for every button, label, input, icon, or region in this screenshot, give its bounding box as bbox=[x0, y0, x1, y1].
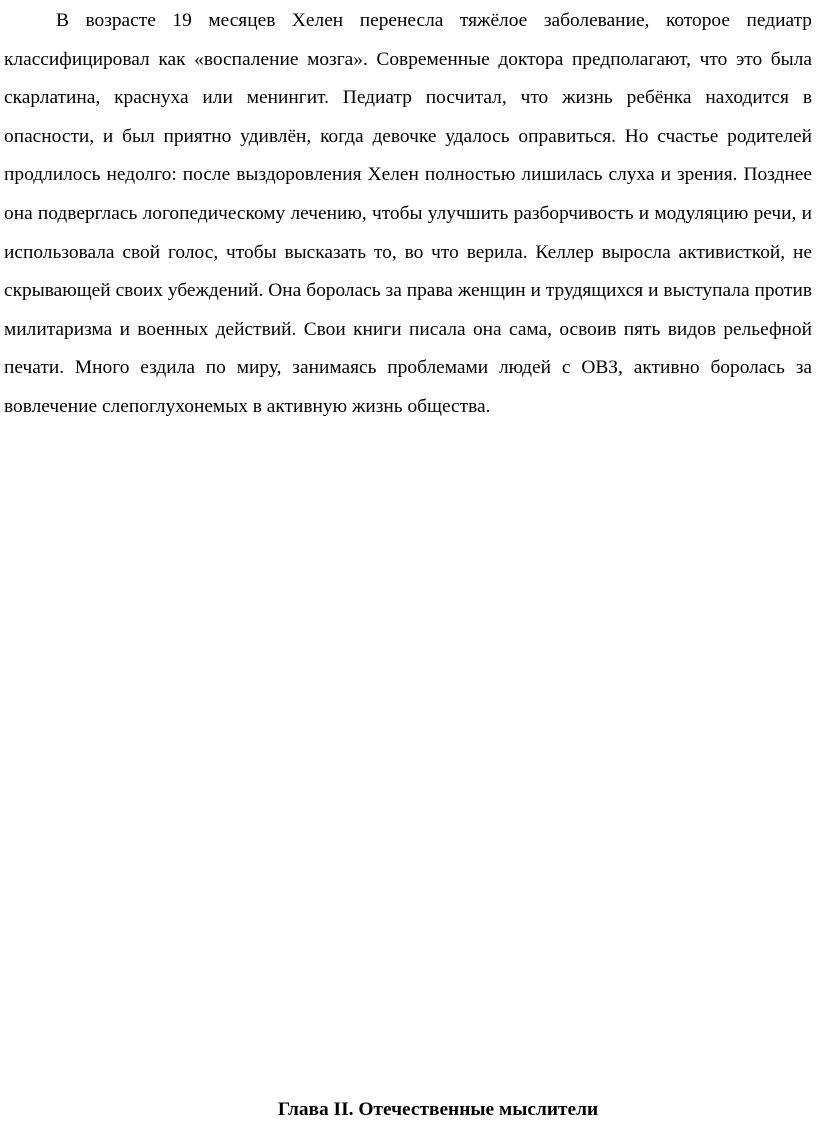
body-paragraph: В возрасте 19 месяцев Хелен перенесла тяжёлое заболевание, которое педиатр классифицировал как «воспаление мозга». Современные доктора предполагают, что это была скарлатина, краснуха или менингит. Педиатр посчитал, что жизнь ребёнка находится в опасности, и был приятно удивлён, когда девочке удалось оправиться. Но счастье родителей продлилось недолго: после выздоровления Хелен полностью лишилась слуха и зрения. Позднее она подверглась логопедическому лечению, чтобы улучшить разборчивость и модуляцию речи, и использовала свой голос, чтобы высказать то, во что верила. Келлер выросла активисткой, не скрывающей своих убеждений. Она боролась за права женщин и трудящихся и выступала против милитаризма и военных действий. Свои книги писала она сама, освоив пять видов рельефной печати. Много ездила по миру, занимаясь проблемами людей с ОВЗ, активно боролась за вовлечение слепоглухонемых в активную жизнь общества. bbox=[4, 10, 812, 417]
chapter-heading: Глава II. Отечественные мыслители bbox=[277, 1099, 599, 1120]
